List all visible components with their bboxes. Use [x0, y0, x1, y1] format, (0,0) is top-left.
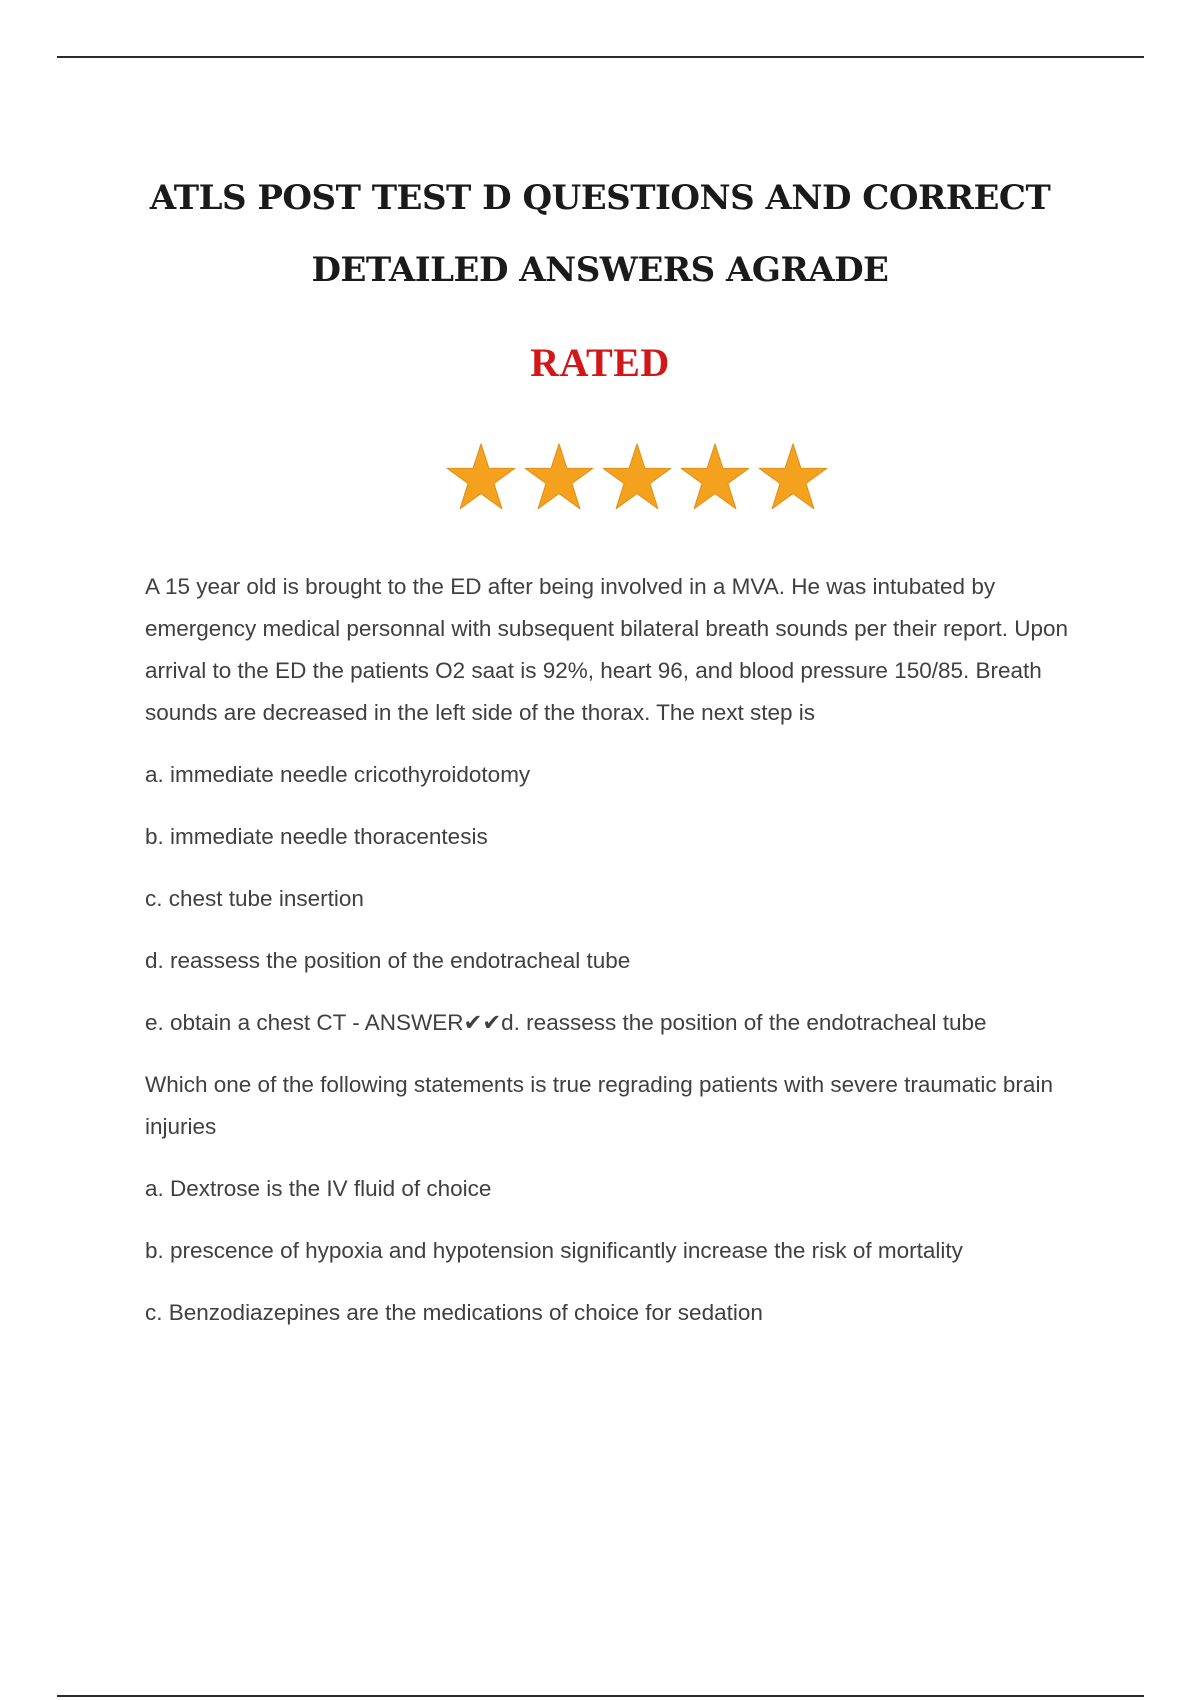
- star-icon: [679, 441, 751, 513]
- star-icon: [523, 441, 595, 513]
- title-line-1: ATLS POST TEST D QUESTIONS AND CORRECT: [149, 178, 1051, 218]
- question-1-stem: A 15 year old is brought to the ED after being involved in a MVA. He was intubated by emergency medical personnal with subsequent bilateral breath sounds per their report. Upon arrival to the ED the patients O2 saat is 92%, heart 96, and blood pressure 150/85. Breath sounds are decreased in the left side of the thorax. The next step is: [145, 574, 1069, 725]
- document-title: [0, 162, 1200, 306]
- question-1-option-e-answer: e. obtain a chest CT - ANSWER✔✔d. reassess the position of the endotracheal tube: [145, 1010, 987, 1035]
- question-2-option-b: b. prescence of hypoxia and hypotension significantly increase the risk of mortality: [145, 1238, 963, 1263]
- star-icon: [445, 441, 517, 513]
- star-icon: [757, 441, 829, 513]
- question-2-stem: Which one of the following statements is true regrading patients with severe traumatic brain injuries: [145, 1072, 1053, 1139]
- question-1-option-c: c. chest tube insertion: [145, 886, 364, 911]
- question-1-option-b: b. immediate needle thoracentesis: [145, 824, 488, 849]
- title-line-2: DETAILED ANSWERS AGRADE: [311, 250, 889, 290]
- question-1-option-d: d. reassess the position of the endotracheal tube: [145, 948, 631, 973]
- questions-content: [145, 566, 1095, 1334]
- question-2-option-a: a. Dextrose is the IV fluid of choice: [145, 1176, 492, 1201]
- question-2-option-c: c. Benzodiazepines are the medications of choice for sedation: [145, 1300, 763, 1325]
- rated-label: RATED: [530, 340, 670, 385]
- star-icon: [601, 441, 673, 513]
- bottom-rule: [57, 1695, 1144, 1697]
- top-rule: [57, 56, 1144, 58]
- question-1-option-a: a. immediate needle cricothyroidotomy: [145, 762, 531, 787]
- star-rating: [445, 441, 835, 519]
